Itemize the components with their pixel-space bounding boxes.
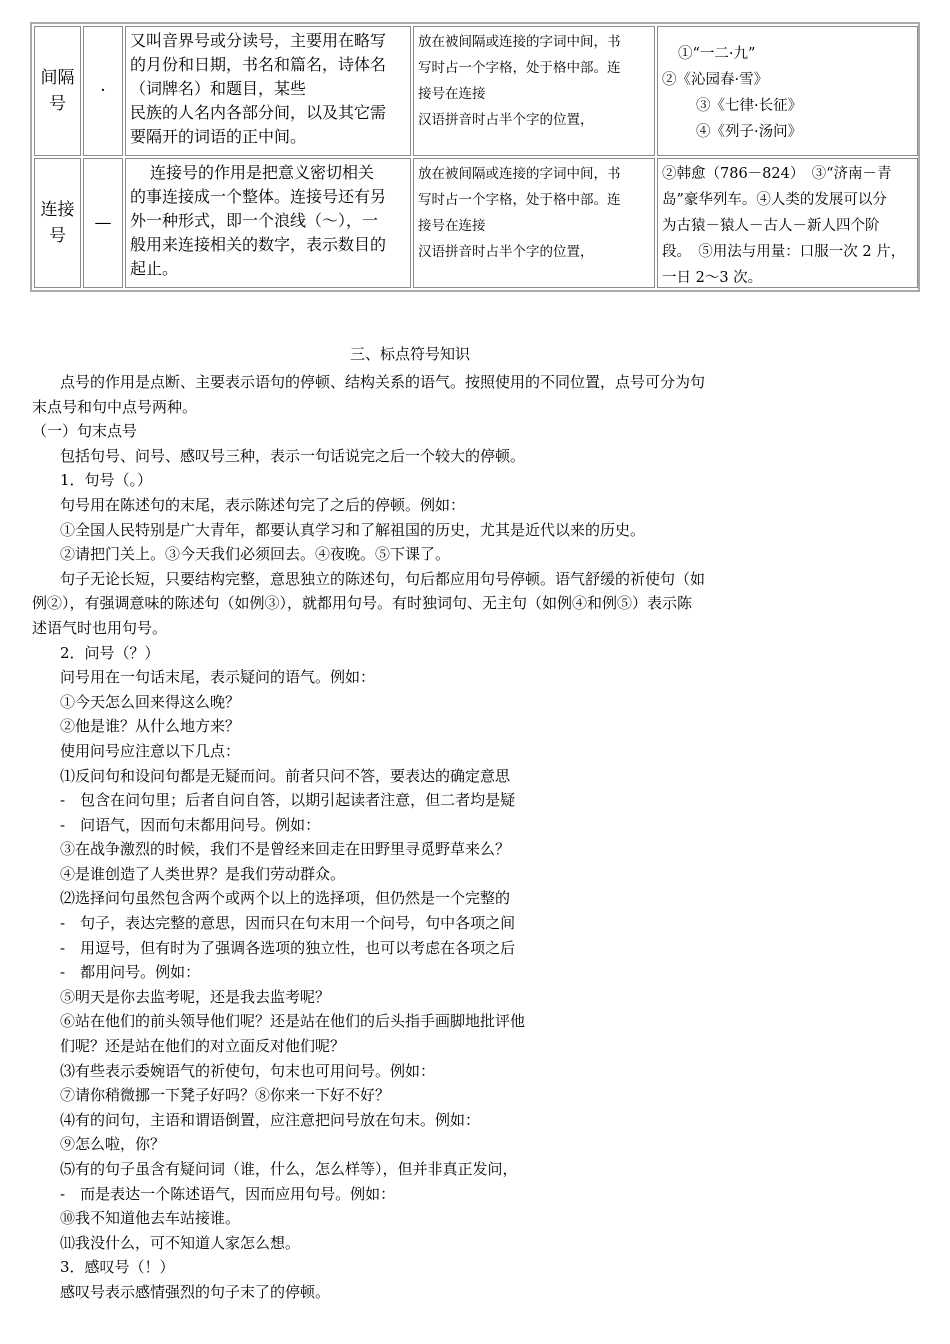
row1-position-cell bbox=[413, 26, 655, 156]
body-line: - 用逗号，但有时为了强调各选项的独立性，也可以考虑在各项之后 bbox=[60, 938, 516, 957]
row1-example-line: ②《沁园春·雪》 bbox=[662, 72, 769, 88]
row2-desc-line: 起止。 bbox=[130, 259, 179, 278]
body-line: - 句子，表达完整的意思，因而只在句末用一个问号，句中各项之间 bbox=[60, 914, 516, 933]
row1-symbol-cell bbox=[83, 26, 123, 156]
body-line: - 都用问号。例如： bbox=[60, 963, 201, 982]
body-line: - 问语气，因而句末都用问号。例如： bbox=[60, 815, 321, 834]
body-line: ②他是谁？从什么地方来？ bbox=[60, 717, 241, 736]
body-line: ⑵选择问句虽然包含两个或两个以上的选择项，但仍然是一个完整的 bbox=[60, 889, 511, 908]
row2-desc-line: 般用来连接相关的数字，表示数目的 bbox=[130, 235, 387, 254]
row2-example-line: 段。 ⑤用法与用量：口服一次 2 片， bbox=[662, 244, 906, 260]
row1-name-line: 号 bbox=[49, 94, 66, 114]
row1-desc-line: 民族的人名内各部分间，以及其它需 bbox=[130, 103, 387, 122]
row2-position-line: 放在被间隔或连接的字词中间，书 bbox=[418, 166, 621, 182]
body-line: 句号用在陈述句的末尾，表示陈述句完了之后的停顿。例如： bbox=[60, 495, 466, 514]
row1-position-line: 放在被间隔或连接的字词中间，书 bbox=[418, 34, 621, 50]
row2-position-cell bbox=[413, 158, 655, 288]
body-line: 使用问号应注意以下几点： bbox=[60, 741, 241, 760]
punctuation-table bbox=[30, 22, 920, 292]
row2-symbol: — bbox=[94, 213, 112, 233]
row1-desc-line: 又叫音界号或分读号，主要用在略写 bbox=[130, 31, 387, 50]
row2-desc-cell bbox=[125, 158, 411, 288]
section-title: 三、标点符号知识 bbox=[349, 345, 470, 363]
row1-position-line: 汉语拼音时占半个字的位置， bbox=[418, 112, 594, 128]
row2-position-line: 写时占一个字格，处于格中部。连 bbox=[418, 192, 621, 208]
row2-desc-line: 外一种形式，即一个浪线（～），一 bbox=[130, 211, 379, 230]
row2-position-line: 接号在连接 bbox=[418, 218, 486, 234]
body-line: ⑾我没什么，可不知道人家怎么想。 bbox=[60, 1233, 301, 1252]
row1-name-line: 间隔 bbox=[40, 68, 75, 88]
row2-example-cell bbox=[657, 158, 918, 288]
row2-example-line: 一日 2～3 次。 bbox=[662, 270, 763, 286]
body-line: 感叹号表示感情强烈的句子末了的停顿。 bbox=[60, 1282, 331, 1301]
body-line: 1．句号（。） bbox=[60, 471, 153, 490]
body-line: 3．感叹号（！） bbox=[60, 1258, 175, 1277]
row1-desc-line: 要隔开的词语的正中间。 bbox=[130, 127, 307, 146]
body-line: 问号用在一句话末尾，表示疑问的语气。例如： bbox=[60, 668, 376, 687]
row1-example-line: ①“一二·九” bbox=[678, 46, 756, 62]
row1-desc-line: 的月份和日期，书名和篇名，诗体名 bbox=[130, 55, 387, 74]
body-line: 包括句号、问号、感叹号三种，表示一句话说完之后一个较大的停顿。 bbox=[60, 446, 526, 465]
row1-example-line: ④《列子·汤问》 bbox=[696, 124, 803, 140]
body-line: 2．问号（？） bbox=[60, 643, 160, 662]
body-line: ④是谁创造了人类世界？是我们劳动群众。 bbox=[60, 864, 346, 883]
body-line: ⑷有的问句，主语和谓语倒置，应注意把问号放在句末。例如： bbox=[60, 1110, 481, 1129]
row1-name-cell bbox=[34, 26, 81, 156]
body-line: ②请把门关上。③今天我们必须回去。④夜晚。⑤下课了。 bbox=[60, 545, 451, 564]
row1-desc-line: （词牌名）和题目，某些 bbox=[130, 79, 307, 98]
row2-name-line: 号 bbox=[49, 226, 66, 246]
body-line: ③在战争激烈的时候，我们不是曾经来回走在田野里寻觅野草来么？ bbox=[60, 840, 511, 859]
body-line: （一）句末点号 bbox=[32, 422, 138, 441]
row1-symbol: · bbox=[100, 81, 106, 101]
row2-symbol-cell bbox=[83, 158, 123, 288]
body-line: 们呢？还是站在他们的对立面反对他们呢？ bbox=[60, 1037, 346, 1056]
row1-position-line: 接号在连接 bbox=[418, 86, 486, 102]
body-line: ⑸有的句子虽含有疑问词（谁，什么，怎么样等），但并非真正发问， bbox=[60, 1160, 518, 1178]
body-line: 句子无论长短，只要结构完整，意思独立的陈述句，句后都应用句号停顿。语气舒缓的祈使句（如 bbox=[60, 569, 706, 588]
body-line: ①全国人民特别是广大青年，都要认真学习和了解祖国的历史，尤其是近代以来的历史。 bbox=[60, 520, 646, 539]
row1-example-cell bbox=[657, 26, 918, 156]
row2-name-line: 连接 bbox=[40, 200, 75, 220]
row2-desc-line: 的事连接成一个整体。连接号还有另 bbox=[130, 187, 387, 206]
body-line: ⑨怎么啦，你？ bbox=[60, 1135, 166, 1154]
row2-name-cell bbox=[34, 158, 81, 288]
row2-example-line: 为古猿－猿人－古人－新人四个阶 bbox=[662, 218, 880, 234]
body-line: ⑴反问句和设问句都是无疑而问。前者只问不答，要表达的确定意思 bbox=[60, 766, 511, 785]
body-line: - 包含在问句里；后者自问自答，以期引起读者注意，但二者均是疑 bbox=[60, 791, 516, 810]
row1-position-line: 写时占一个字格，处于格中部。连 bbox=[418, 60, 621, 76]
body-text bbox=[32, 370, 832, 1305]
row1-desc-cell bbox=[125, 26, 411, 156]
row2-example-line: 岛”豪华列车。④人类的发展可以分 bbox=[662, 192, 887, 208]
row2-example-line: ②韩愈（786－824） ③“济南－青 bbox=[662, 166, 892, 182]
body-line: - 而是表达一个陈述语气，因而应用句号。例如： bbox=[60, 1184, 396, 1203]
row1-example-line: ③《七律·长征》 bbox=[696, 98, 803, 114]
row2-desc-line: 连接号的作用是把意义密切相关 bbox=[150, 163, 375, 182]
body-line: ⑦请你稍微挪一下凳子好吗？⑧你来一下好不好？ bbox=[60, 1086, 391, 1105]
body-line: ⑤明天是你去监考呢，还是我去监考呢？ bbox=[60, 987, 331, 1006]
body-line: 点号的作用是点断、主要表示语句的停顿、结构关系的语气。按照使用的不同位置，点号可分为句 bbox=[60, 373, 706, 391]
body-line: 例②），有强调意味的陈述句（如例③），就都用句号。有时独词句、无主句（如例④和例⑤）表示陈 bbox=[32, 594, 693, 613]
body-line: ⑩我不知道他去车站接谁。 bbox=[60, 1209, 241, 1228]
body-line: 末点号和句中点号两种。 bbox=[32, 397, 198, 416]
body-line: ①今天怎么回来得这么晚？ bbox=[60, 692, 241, 711]
body-line: 述语气时也用句号。 bbox=[32, 618, 168, 637]
body-line: ⑶有些表示委婉语气的祈使句，句末也可用问号。例如： bbox=[60, 1061, 436, 1080]
body-line: ⑥站在他们的前头领导他们呢？还是站在他们的后头指手画脚地批评他 bbox=[60, 1012, 526, 1031]
row2-position-line: 汉语拼音时占半个字的位置， bbox=[418, 244, 594, 260]
